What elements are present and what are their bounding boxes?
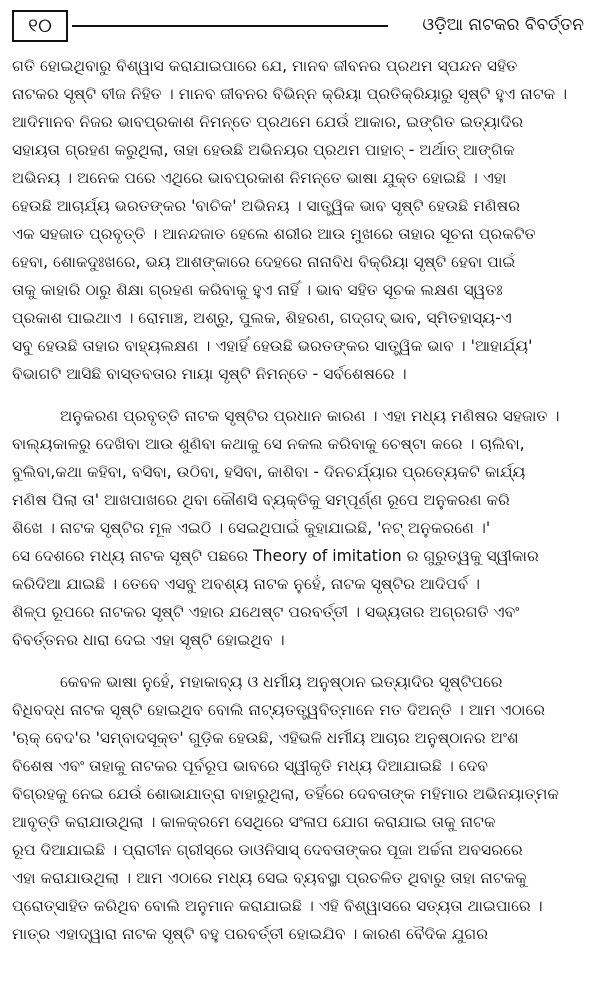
text-line: 'ଋକ୍ ବେଦ'ର 'ସମ୍ବାଦସୂକ୍ତ' ଗୁଡ଼ିକ ହେଉଛି, ଏହିଭଳି ଧର୍ମୀୟ ଆଚାର ଅନୁଷ୍ଠାନର ଅଂଶ — [12, 729, 519, 747]
text-line: ରୂପ ଦିଆଯାଇଛି । ପ୍ରାଚୀନ ଗ୍ରୀସ୍‌ରେ ଡାଓନିସାସ୍ ଦେବତାଙ୍କର ପୂଜା ଅର୍ଚ୍ଚନା ଅବସରରେ — [12, 841, 523, 859]
text-line: ବିଗ୍ରହକୁ ନେଇ ଯେଉଁ ଶୋଭାଯାତ୍ରା ବାହାରୁଥିଲା, ତହିଁରେ ଦେବତାଙ୍କ ମହିମାର ଅଭିନୟାତ୍ମକ — [12, 785, 559, 803]
text-line: ଏହା କରାଯାଉଥିଲା । ଆମ ଏଠାରେ ମଧ୍ୟ ସେଇ ବ୍ୟବସ୍ଥା ପ୍ରଚଳିତ ଥିବାରୁ ତାହା ନାଟକକୁ — [12, 869, 527, 887]
text-line: ହେଉଛି ଆଚାର୍ଯ୍ୟ ଭରତଙ୍କର 'ବାଚିକ' ଅଭିନୟ । ସାତ୍ତ୍ୱିକ ଭାବ ସୃଷ୍ଟି ହେଉଛି ମଣିଷର — [12, 197, 521, 215]
text-line: ସବୁ ହେଉଛି ତାହାର ବାହ୍ୟଲକ୍ଷଣ । ଏହାହିଁ ହେଉଛି ଭରତଙ୍କର ସାତ୍ତ୍ୱିକ ଭାବ । 'ଆହାର୍ଯ୍ୟ' — [12, 337, 533, 355]
text-line: ମାତ୍ର ଏହାଦ୍ୱାରା ନାଟକ ସୃଷ୍ଟି ବହୁ ପରବର୍ତ୍ତୀ ହୋଇଯିବ । କାରଣ ବୈଦିକ ଯୁଗର — [12, 925, 489, 943]
running-title: ଓଡ଼ିଆ ନାଟକର ବିବର୍ତ୍ତନ — [422, 15, 584, 35]
body-text — [12, 52, 588, 962]
page-number: ୧୦ — [12, 10, 68, 42]
text-line: କେବଳ ଭାଷା ନୁହେଁ, ମହାକାବ୍ୟ ଓ ଧର୍ମୀୟ ଅନୁଷ୍ଠାନ ଇତ୍ୟାଦିର ସୃଷ୍ଟିପରେ — [60, 673, 503, 691]
text-line: ଅଭିନୟ । ଅନେକ ପରେ ଏଥିରେ ଭାବପ୍ରକାଶ ନିମନ୍ତେ ଭାଷା ଯୁକ୍ତ ହୋଇଛି । ଏହା — [12, 169, 507, 187]
text-line: ଶିଖେ । ନାଟକ ସୃଷ୍ଟିର ମୂଳ ଏଇଠି । ସେଇଥିପାଇଁ କୁହାଯାଇଛି, 'ନଟ୍ ଅନୁକରଣେ ।' — [12, 519, 491, 537]
text-line: ଏକ ସହଜାତ ପ୍ରବୃତ୍ତି । ଆନନ୍ଦଜାତ ହେଲେ ଶରୀର ଆଉ ମୁଖରେ ତାହାର ସୂଚନା ପ୍ରକଟିତ — [12, 225, 536, 243]
text-line: ବାଲ୍ୟକାଳରୁ ଦେଖିବା ଆଉ ଶୁଣିବା କଥାକୁ ସେ ନକଲ କରିବାକୁ ଚେଷ୍ଟା କରେ । ଚାଲିବା, — [12, 435, 525, 453]
text-line: ହେବା, ଶୋକଦୁଃଖରେ, ଭୟ ଆଶଙ୍କାରେ ଦେହରେ ନାନାବିଧ ବିକ୍ରିୟା ସୃଷ୍ଟି ହେବା ପାଇଁ — [12, 253, 516, 271]
text-line: ପ୍ରୋତ୍ସାହିତ କରିଥିବ ବୋଲି ଅନୁମାନ କରାଯାଇଛି । ଏହି ବିଶ୍ୱାସରେ ସତ୍ୟତା ଥାଇପାରେ । — [12, 897, 543, 915]
text-line: କରିଦିଆ ଯାଇଛି । ତେବେ ଏସବୁ ଅବଶ୍ୟ ନାଟକ ନୁହେଁ, ନାଟକ ସୃଷ୍ଟିର ଆଦିପର୍ବ । — [12, 575, 481, 593]
paragraph-1 — [12, 52, 588, 388]
text-line: ଗତି ହୋଇଥିବାରୁ ବିଶ୍ୱାସ କରାଯାଇପାରେ ଯେ, ମାନବ ଜୀବନର ପ୍ରଥମ ସ୍ପନ୍ଦନ ସହିତ — [12, 57, 518, 75]
text-line: ପ୍ରକାଶ ପାଇଥାଏ । ରୋମାଞ୍ଚ, ଅଶ୍ରୁ, ପୁଲକ, ଶିହରଣ, ଗଦ୍‌ଗଦ୍ ଭାବ, ସ୍ମିତହାସ୍ୟ-ଏ — [12, 309, 512, 327]
paragraph-2 — [12, 402, 588, 654]
text-line: ମଣିଷ ପିଲା ତା' ଆଖପାଖରେ ଥିବା କୌଣସି ବ୍ୟକ୍ତିକୁ ସମ୍ପୂର୍ଣ୍ଣ ରୂପେ ଅନୁକରଣ କରି — [12, 491, 510, 509]
paragraph-3 — [12, 668, 588, 948]
text-line: ବୁଲିବା,କଥା କହିବା, ବସିବା, ଉଠିବା, ହସିବା, କାଶିବା - ଦିନଚର୍ଯ୍ୟାର ପ୍ରତ୍ୟେକଟି କାର୍ଯ୍ୟ — [12, 463, 526, 481]
text-line: ଆଦିମାନବ ନିଜର ଭାବପ୍ରକାଶ ନିମନ୍ତେ ପ୍ରଥମେ ଯେଉଁ ଆକାର, ଇଙ୍ଗିତ ଇତ୍ୟାଦିର — [12, 113, 524, 131]
text-line: ବିଧିବଦ୍ଧ ନାଟକ ସୃଷ୍ଟି ହୋଇଥିବ ବୋଲି ନାଟ୍ୟତତ୍ତ୍ୱବିତ୍‌ମାନେ ମତ ଦିଅନ୍ତି । ଆମ ଏଠାରେ — [12, 701, 546, 719]
text-line: ସେ ଦେଶରେ ମଧ୍ୟ ନାଟକ ସୃଷ୍ଟି ପଛରେ Theory of imitation ର ଗୁରୁତ୍ୱକୁ ସ୍ୱୀକାର — [12, 547, 539, 565]
text-line: ଶିଳ୍ପ ରୂପରେ ନାଟକର ସୃଷ୍ଟି ଏହାର ଯଥେଷ୍ଟ ପରବର୍ତ୍ତୀ । ସଭ୍ୟତାର ଅଗ୍ରଗତି ଏବଂ — [12, 603, 520, 621]
header-rule — [72, 25, 388, 27]
text-line: ବିବର୍ତ୍ତନର ଧାରା ଦେଇ ଏହା ସୃଷ୍ଟି ହୋଇଥିବ । — [12, 631, 285, 649]
text-line: ଅନୁକରଣ ପ୍ରବୃତ୍ତି ନାଟକ ସୃଷ୍ଟିର ପ୍ରଧାନ କାରଣ । ଏହା ମଧ୍ୟ ମଣିଷର ସହଜାତ । — [60, 407, 560, 425]
text-line: ନାଟକର ସୃଷ୍ଟି ବୀଜ ନିହିତ । ମାନବ ଜୀବନର ବିଭିନ୍ନ କ୍ରିୟା ପ୍ରତିକ୍ରିୟାରୁ ସୃଷ୍ଟି ହୁଏ ନାଟକ । — [12, 85, 568, 103]
text-line: ତାକୁ କାହାରି ଠାରୁ ଶିକ୍ଷା ଗ୍ରହଣ କରିବାକୁ ହୁଏ ନାହିଁ । ଭାବ ସହିତ ସୂଚକ ଲକ୍ଷଣ ସ୍ୱତଃ — [12, 281, 503, 299]
page-header — [12, 10, 588, 44]
text-line: ସହାୟତା ଗ୍ରହଣ କରୁଥିଲା, ତାହା ହେଉଛି ଅଭିନୟର ପ୍ରଥମ ପାହାଚ୍ - ଅର୍ଥାତ୍ ଆଙ୍ଗିକ — [12, 141, 515, 159]
text-line: ବିଶେଷ ଏବଂ ତାହାକୁ ନାଟକର ପୂର୍ବରୂପ ଭାବରେ ସ୍ୱୀକୃତି ମଧ୍ୟ ଦିଆଯାଇଛି । ଦେବ — [12, 757, 488, 775]
text-line: ବିଭାଗଟି ଆସିଛି ବାସ୍ତବତାର ମାୟା ସୃଷ୍ଟି ନିମନ୍ତେ - ସର୍ବଶେଷରେ । — [12, 365, 407, 383]
text-line: ଆବୃତ୍ତି କରାଯାଉଥିଲା । କାଳକ୍ରମେ ସେଥିରେ ସଂଳାପ ଯୋଗ କରାଯାଇ ତାକୁ ନାଟକ — [12, 813, 496, 831]
